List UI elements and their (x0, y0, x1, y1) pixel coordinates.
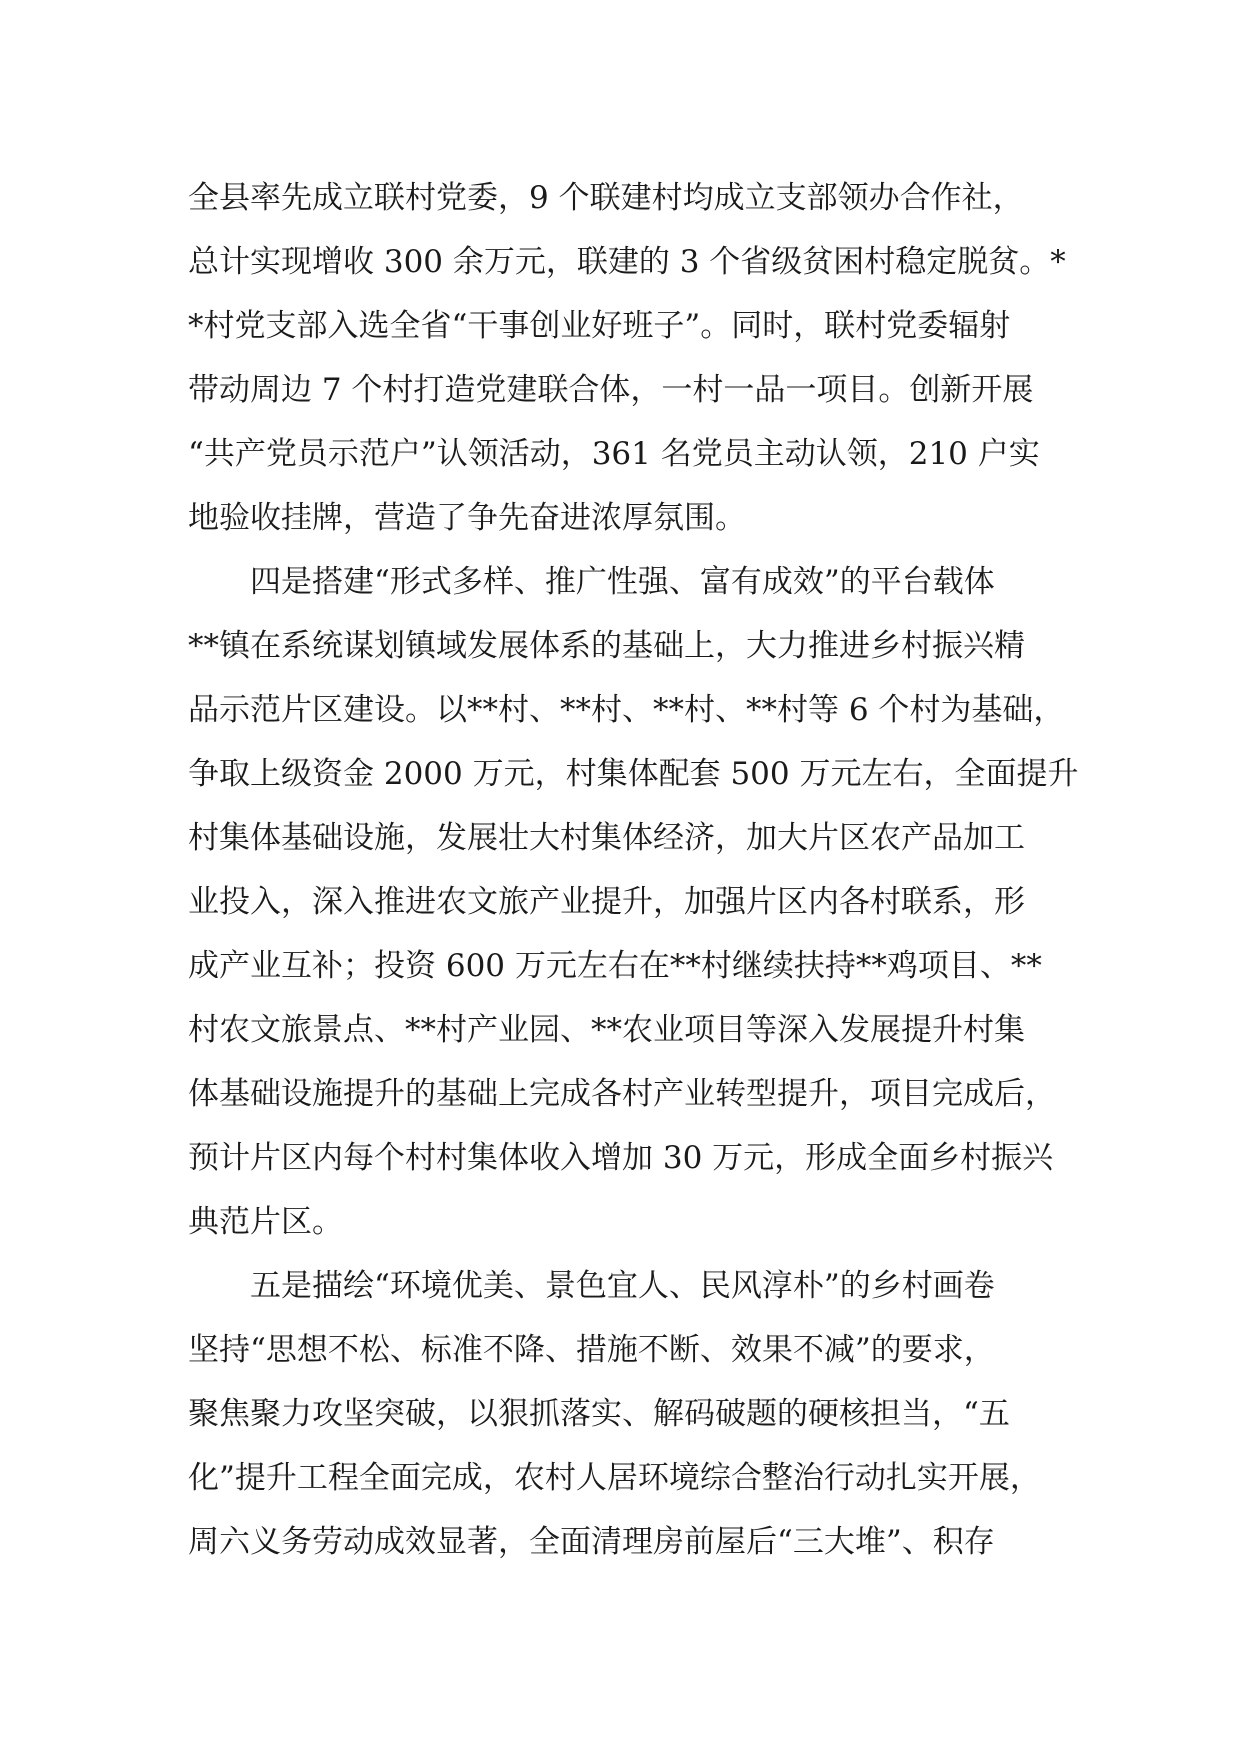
text-line: “共产党员示范户”认领活动，361 名党员主动认领，210 户实 (188, 436, 1040, 472)
section-heading-five: 五是描绘“环境优美、景色宜人、民风淳朴”的乡村画卷 (250, 1268, 995, 1304)
text-line: 成产业互补；投资 600 万元左右在**村继续扶持**鸡项目、** (188, 948, 1042, 984)
section-heading-four: 四是搭建“形式多样、推广性强、富有成效”的平台载体 (250, 564, 995, 600)
text-line: 争取上级资金 2000 万元，村集体配套 500 万元左右，全面提升 (188, 756, 1079, 792)
text-line: 周六义务劳动成效显著，全面清理房前屋后“三大堆”、积存 (188, 1524, 995, 1560)
text-line: 带动周边 7 个村打造党建联合体，一村一品一项目。创新开展 (188, 372, 1034, 408)
text-line: 村农文旅景点、**村产业园、**农业项目等深入发展提升村集 (188, 1012, 1025, 1048)
text-line: 村集体基础设施，发展壮大村集体经济，加大片区农产品加工 (188, 820, 1025, 856)
text-line: 全县率先成立联村党委，9 个联建村均成立支部领办合作社， (188, 180, 1024, 216)
text-line: 体基础设施提升的基础上完成各村产业转型提升，项目完成后， (188, 1076, 1056, 1112)
text-line: **镇在系统谋划镇域发展体系的基础上，大力推进乡村振兴精 (188, 628, 1025, 664)
text-line: 预计片区内每个村村集体收入增加 30 万元，形成全面乡村振兴 (188, 1140, 1054, 1176)
text-line: 典范片区。 (188, 1204, 343, 1240)
text-line: *村党支部入选全省“干事创业好班子”。同时，联村党委辐射 (188, 308, 1011, 344)
text-line: 聚焦聚力攻坚突破，以狠抓落实、解码破题的硬核担当，“五 (188, 1396, 1010, 1432)
text-line: 地验收挂牌，营造了争先奋进浓厚氛围。 (188, 500, 746, 536)
text-line: 总计实现增收 300 余万元，联建的 3 个省级贫困村稳定脱贫。* (188, 244, 1066, 280)
text-line: 坚持“思想不松、标准不降、措施不断、效果不减”的要求， (188, 1332, 995, 1368)
text-line: 化”提升工程全面完成，农村人居环境综合整治行动扎实开展， (188, 1460, 1041, 1496)
text-line: 业投入，深入推进农文旅产业提升，加强片区内各村联系，形 (188, 884, 1025, 920)
text-line: 品示范片区建设。以**村、**村、**村、**村等 6 个村为基础， (188, 692, 1065, 728)
